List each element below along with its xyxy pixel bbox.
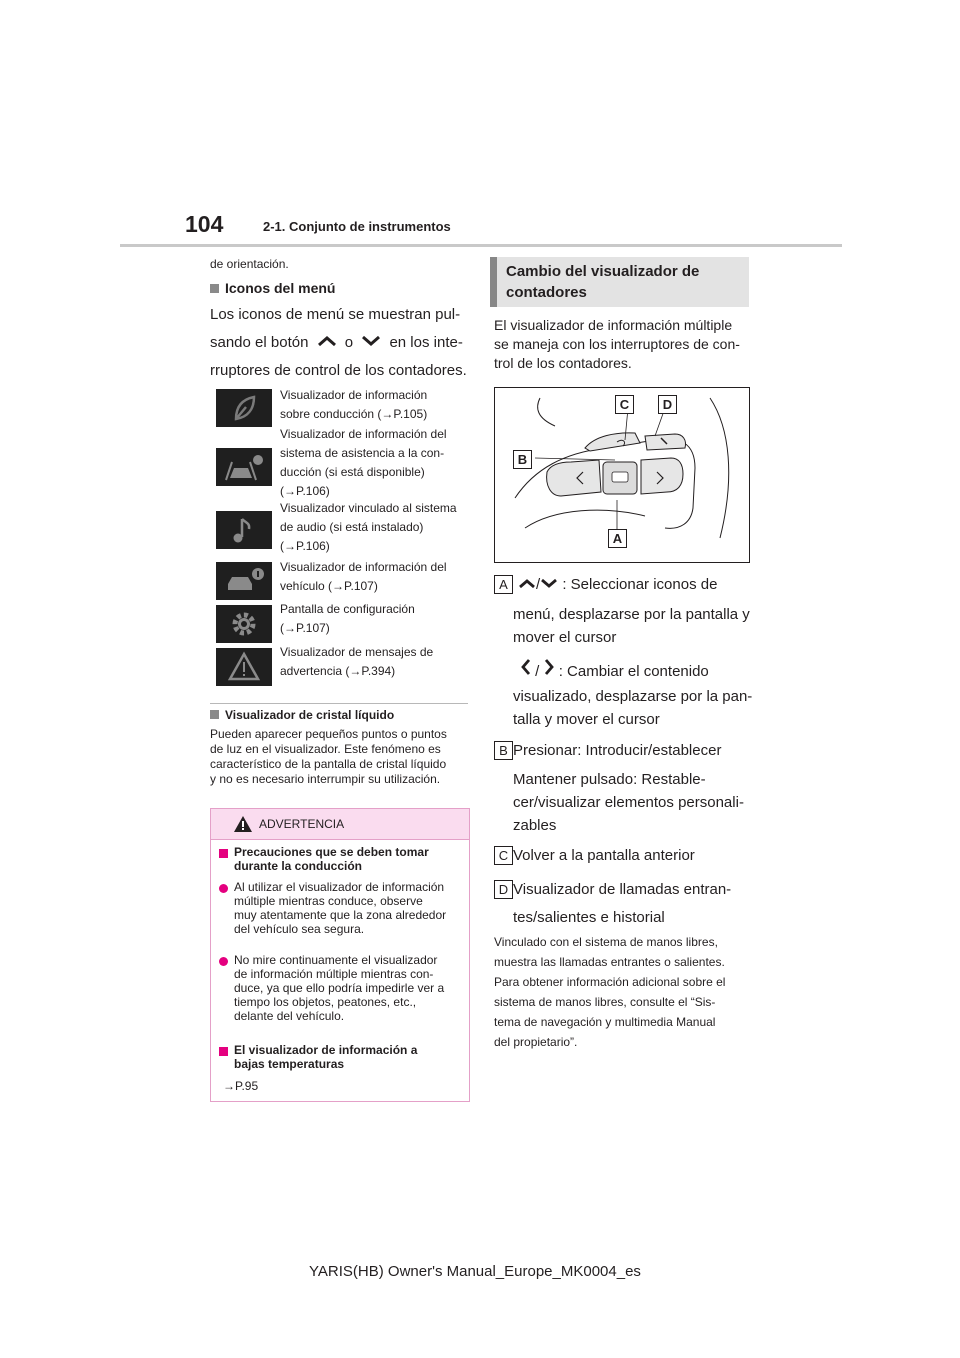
music-note-icon: [216, 511, 272, 549]
figure-label-b: B: [513, 450, 532, 469]
dot-bullet-icon: [219, 957, 228, 966]
menu-icons-line-2: sando el botón o en los inte-: [210, 334, 463, 351]
menu-item-6-text: Visualizador de mensajes de advertencia (→P.394): [280, 645, 434, 678]
chevron-down-icon: [540, 578, 558, 589]
chevron-down-icon: [361, 335, 381, 347]
warning-item-4: El visualizador de información a bajas temperaturas: [219, 1043, 464, 1071]
lcd-title: Visualizador de cristal líquido: [210, 708, 394, 722]
menu-item-3-text: Visualizador vinculado al sistema de audio (si está instalado) (→P.106): [280, 501, 457, 553]
section-heading-text: Cambio del visualizador de contadores: [506, 263, 700, 301]
warning-triangle-icon: [216, 648, 272, 686]
legend-d-line-2: tes/salientes e historial: [513, 909, 665, 926]
square-bullet-icon: [219, 1047, 228, 1056]
warning-ref: →P.95: [223, 1079, 259, 1093]
header-rule: [120, 244, 842, 247]
leaf-icon: [216, 389, 272, 427]
legend-a-line-2: menú, desplazarse por la pantalla y: [513, 606, 750, 623]
legend-letter-d: D: [494, 880, 513, 899]
warning-item-3: No mire continuamente el visualizador de información múltiple mientras con- duce, ya que ello podría impedirle ver a tiempo los objetos, peatones, etc., delante del vehículo.: [219, 953, 464, 1023]
gear-icon: [216, 605, 272, 643]
note-text: Vinculado con el sistema de manos libres, muestra las llamadas entrantes o salientes. Para obtener información adicional sobre el sistema de manos libres, consulte el “Sis- tema de navegación y multimedia Manual del propietario”.: [494, 935, 726, 1049]
figure-label-c: C: [615, 395, 634, 414]
legend-a-line-3: mover el cursor: [513, 629, 617, 646]
menu-item-4-text: Visualizador de información del vehículo (→P.107): [280, 560, 447, 593]
warning-title: ADVERTENCIA: [259, 817, 345, 831]
legend-a-line-6: talla y mover el cursor: [513, 711, 660, 728]
lcd-text: Pueden aparecer pequeños puntos o puntos de luz en el visualizador. Este fenómeno es característico de la pantalla de cristal líquido y no es necesario interrumpir su utilización.: [210, 727, 447, 786]
square-bullet-icon: [210, 284, 219, 293]
chevron-left-icon: [520, 658, 531, 676]
figure-label-d: D: [658, 395, 677, 414]
legend-a-line-4: / : Cambiar el contenido: [520, 658, 709, 680]
legend-b-line-3: cer/visualizar elementos personali-: [513, 794, 744, 811]
car-info-icon: [216, 562, 272, 600]
legend-c-line-1: Volver a la pantalla anterior: [513, 847, 695, 864]
legend-a-line-5: visualizado, desplazarse por la pan-: [513, 688, 753, 705]
warning-item-2: Al utilizar el visualizador de información múltiple mientras conduce, observe muy atentamente que la zona alrededor del vehículo sea segura.: [219, 880, 464, 936]
legend-b-line-2: Mantener pulsado: Restable-: [513, 771, 706, 788]
menu-icons-line-1: Los iconos de menú se muestran pul-: [210, 306, 461, 323]
steering-switch-figure: [494, 387, 750, 563]
chevron-up-icon: [317, 335, 337, 347]
warning-header: [211, 809, 469, 840]
menu-item-2-text: Visualizador de información del sistema de asistencia a la con- ducción (si está disponible) (→P.106): [280, 427, 447, 498]
chevron-right-icon: [544, 658, 555, 676]
square-bullet-icon: [210, 710, 219, 719]
footer-text: YARIS(HB) Owner's Manual_Europe_MK0004_es: [309, 1263, 641, 1280]
car-assist-icon: [216, 448, 272, 486]
menu-icons-title: Iconos del menú: [210, 280, 335, 296]
right-intro: El visualizador de información múltiple se maneja con los interruptores de con- trol de los contadores.: [494, 317, 740, 371]
divider: [210, 703, 468, 704]
legend-d-line-1: Visualizador de llamadas entran-: [513, 881, 732, 898]
warning-box: [210, 808, 470, 1102]
section-heading: [490, 257, 749, 307]
legend-letter-b: B: [494, 741, 513, 760]
menu-item-1-text: Visualizador de información sobre conducción (→P.105): [280, 388, 428, 421]
legend-b-line-1: Presionar: Introducir/establecer: [513, 742, 722, 759]
menu-icons-line-3: rruptores de control de los contadores.: [210, 362, 467, 379]
chevron-up-icon: [518, 578, 536, 589]
menu-item-5-text: Pantalla de configuración (→P.107): [280, 602, 415, 635]
intro-text: de orientación.: [210, 257, 289, 271]
legend-letter-c: C: [494, 846, 513, 865]
dot-bullet-icon: [219, 884, 228, 893]
warning-item-1: Precauciones que se deben tomar durante la conducción: [219, 845, 464, 873]
legend-a-line-1: / : Seleccionar iconos de: [518, 576, 717, 593]
page-number: 104: [185, 211, 224, 237]
section-title: 2-1. Conjunto de instrumentos: [263, 219, 451, 234]
warning-triangle-icon: [233, 815, 253, 833]
square-bullet-icon: [219, 849, 228, 858]
legend-b-line-4: zables: [513, 817, 557, 834]
figure-label-a: A: [608, 529, 627, 548]
legend-letter-a: A: [494, 575, 513, 594]
